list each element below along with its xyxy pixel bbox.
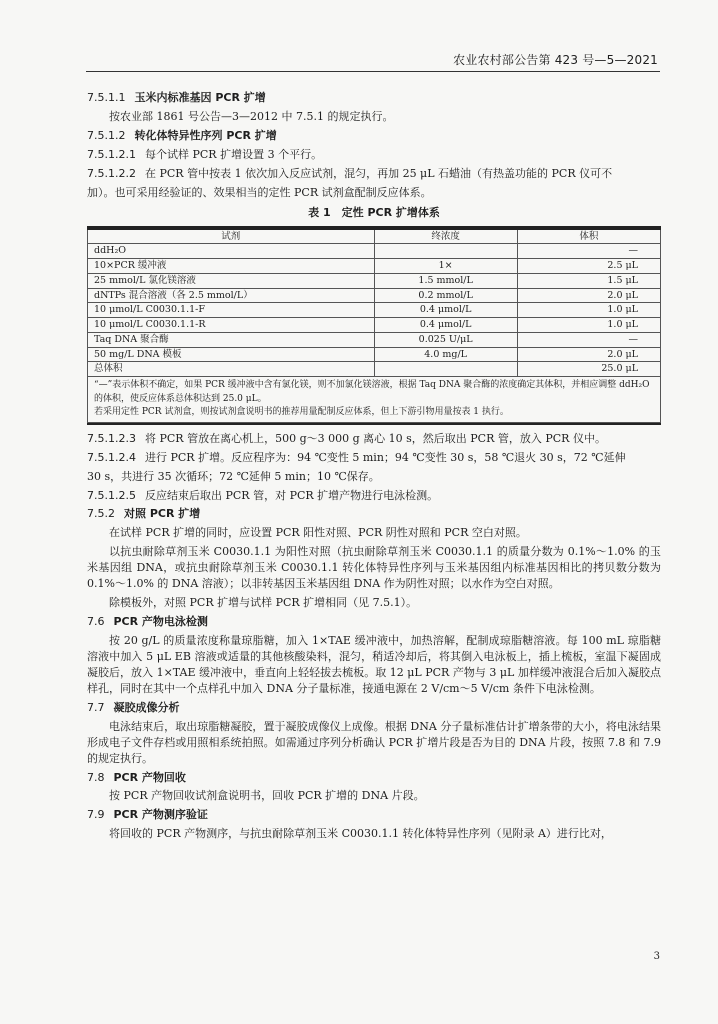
clause-7-5-1-2-1: 7.5.1.2.1 每个试样 PCR 扩增设置 3 个平行。 bbox=[87, 147, 323, 161]
heading-7-6: 7.6 PCR 产物电泳检测 bbox=[87, 615, 208, 629]
table-row bbox=[88, 347, 661, 362]
table-header-row bbox=[88, 229, 661, 244]
table-cell: 25.0 μL bbox=[517, 362, 660, 377]
clause-7-5-1-2-5: 7.5.1.2.5 反应结束后取出 PCR 管，对 PCR 扩增产物进行电泳检测。 bbox=[87, 488, 439, 502]
table-cell: 1× bbox=[374, 259, 517, 274]
table-title: 表 1 定性 PCR 扩增体系 bbox=[308, 205, 440, 219]
heading-7-8: 7.8 PCR 产物回收 bbox=[87, 770, 186, 784]
paragraph: 将回收的 PCR 产物测序，与抗虫耐除草剂玉米 C0030.1.1 转化体特异性序列（见附录 A）进行比对， bbox=[109, 827, 612, 841]
paragraph: 以抗虫耐除草剂玉米 C0030.1.1 为阳性对照（抗虫耐除草剂玉米 C0030.1.1 的质量分数为 0.1%～1.0% 的玉米基因组 DNA，或抗虫耐除草剂玉米 C0030.1.1 转化体特异性序列与玉米基因组内标准基因相比的拷贝数分数为 0.1%～1.0% 的 DNA 溶液）；以非转基因玉米基因组 DNA 作为阴性对照；以水作为空白对照。 bbox=[87, 545, 661, 591]
table-note-2: 若采用定性 PCR 试剂盒，则按试剂盒说明书的推荐用量配制反应体系，但上下游引物用量按表 1 执行。 bbox=[94, 407, 509, 418]
table-cell bbox=[374, 244, 517, 259]
table-cell: 1.0 μL bbox=[517, 318, 660, 333]
table-cell: 10×PCR 缓冲液 bbox=[88, 259, 375, 274]
table-row bbox=[88, 244, 661, 259]
paragraph: 电泳结束后，取出琼脂糖凝胶，置于凝胶成像仪上成像。根据 DNA 分子量标准估计扩增条带的大小，将电泳结果形成电子文件存档或用照相系统拍照。如需通过序列分析确认 PCR 扩增片段是否为目的 DNA 片段，按照 7.8 和 7.9 的规定执行。 bbox=[87, 719, 661, 765]
table-cell: dNTPs 混合溶液（各 2.5 mmol/L） bbox=[88, 288, 375, 303]
table-cell: 2.0 μL bbox=[517, 288, 660, 303]
table-cell: 2.5 μL bbox=[517, 259, 660, 274]
column-header: 体积 bbox=[517, 229, 660, 244]
clause-7-5-1-2-2: 7.5.1.2.2 在 PCR 管中按表 1 依次加入反应试剂，混匀，再加 25 μL 石蜡油（有热盖功能的 PCR 仪可不 bbox=[87, 166, 613, 180]
heading-7-5-2: 7.5.2 对照 PCR 扩增 bbox=[87, 507, 201, 521]
paragraph: 按农业部 1861 号公告—3—2012 中 7.5.1 的规定执行。 bbox=[109, 109, 394, 123]
table-row-total bbox=[88, 362, 661, 377]
table-row bbox=[88, 288, 661, 303]
clause-continuation: 30 s，共进行 35 次循环；72 ℃延伸 5 min；10 ℃保存。 bbox=[87, 469, 380, 483]
heading-7-9: 7.9 PCR 产物测序验证 bbox=[87, 808, 208, 822]
table-cell: 4.0 mg/L bbox=[374, 347, 517, 362]
table-note bbox=[88, 377, 661, 423]
table-cell bbox=[374, 362, 517, 377]
table-cell: 50 mg/L DNA 模板 bbox=[88, 347, 375, 362]
table-cell: 0.025 U/μL bbox=[374, 332, 517, 347]
page-number: 3 bbox=[653, 951, 660, 962]
pcr-table bbox=[87, 226, 661, 425]
column-header: 试剂 bbox=[88, 229, 375, 244]
page-content bbox=[87, 88, 661, 845]
table-cell: 1.0 μL bbox=[517, 303, 660, 318]
table-row bbox=[88, 332, 661, 347]
table-note-1: “—”表示体积不确定，如果 PCR 缓冲液中含有氯化镁，则不加氯化镁溶液，根据 Taq DNA 聚合酶的浓度确定其体积，并相应调整 ddH₂O 的体积，使反应体系总体积达到 25.0 μL。 bbox=[94, 380, 650, 404]
table-cell: 0.4 μmol/L bbox=[374, 303, 517, 318]
table-cell: 总体积 bbox=[88, 362, 375, 377]
paragraph: 按 PCR 产物回收试剂盒说明书，回收 PCR 扩增的 DNA 片段。 bbox=[109, 789, 425, 803]
table-row bbox=[88, 273, 661, 288]
table-cell: 0.2 mmol/L bbox=[374, 288, 517, 303]
paragraph: 按 20 g/L 的质量浓度称量琼脂糖，加入 1×TAE 缓冲液中，加热溶解，配制成琼脂糖溶液。每 100 mL 琼脂糖溶液中加入 5 μL EB 溶液或适量的其他核酸染料，混匀，稍适冷却后，将其倒入电泳板上，插上梳板，室温下凝固成凝胶后，放入 1×TAE 缓冲液中，垂直向上轻轻拔去梳板。取 12 μL PCR 产物与 3 μL 加样缓冲液混合后加入凝胶点样孔，同时在其中一个点样孔中加入 DNA 分子量标准，接通电源在 2 V/cm～5 V/cm 条件下电泳检测。 bbox=[87, 634, 661, 695]
table-cell: — bbox=[517, 244, 660, 259]
heading-7-7: 7.7 凝胶成像分析 bbox=[87, 700, 180, 714]
table-cell: 0.4 μmol/L bbox=[374, 318, 517, 333]
table-cell: — bbox=[517, 332, 660, 347]
table-cell: 2.0 μL bbox=[517, 347, 660, 362]
table-cell: 10 μmol/L C0030.1.1-R bbox=[88, 318, 375, 333]
table-cell: 10 μmol/L C0030.1.1-F bbox=[88, 303, 375, 318]
table-note-row bbox=[88, 377, 661, 423]
table-cell: ddH₂O bbox=[88, 244, 375, 259]
header-rule bbox=[86, 71, 660, 72]
table-row bbox=[88, 318, 661, 333]
heading-7-5-1-1: 7.5.1.1 玉米内标准基因 PCR 扩增 bbox=[87, 91, 266, 104]
table-cell: 25 mmol/L 氯化镁溶液 bbox=[88, 273, 375, 288]
table-cell: 1.5 mmol/L bbox=[374, 273, 517, 288]
clause-7-5-1-2-3: 7.5.1.2.3 将 PCR 管放在离心机上，500 g～3 000 g 离心 10 s，然后取出 PCR 管，放入 PCR 仪中。 bbox=[87, 431, 606, 445]
clause-continuation: 加）。也可采用经验证的、效果相当的定性 PCR 试剂盒配制反应体系。 bbox=[87, 185, 432, 199]
clause-7-5-1-2-4: 7.5.1.2.4 进行 PCR 扩增。反应程序为：94 ℃变性 5 min；94 ℃变性 30 s，58 ℃退火 30 s，72 ℃延伸 bbox=[87, 450, 626, 464]
table-row bbox=[88, 303, 661, 318]
page-header: 农业农村部公告第 423 号—5—2021 bbox=[453, 53, 658, 67]
table-row bbox=[88, 259, 661, 274]
paragraph: 除模板外，对照 PCR 扩增与试样 PCR 扩增相同（见 7.5.1）。 bbox=[109, 596, 418, 610]
heading-7-5-1-2: 7.5.1.2 转化体特异性序列 PCR 扩增 bbox=[87, 128, 277, 142]
table-cell: Taq DNA 聚合酶 bbox=[88, 332, 375, 347]
column-header: 终浓度 bbox=[374, 229, 517, 244]
paragraph: 在试样 PCR 扩增的同时，应设置 PCR 阳性对照、PCR 阴性对照和 PCR 空白对照。 bbox=[109, 526, 527, 540]
table-cell: 1.5 μL bbox=[517, 273, 660, 288]
